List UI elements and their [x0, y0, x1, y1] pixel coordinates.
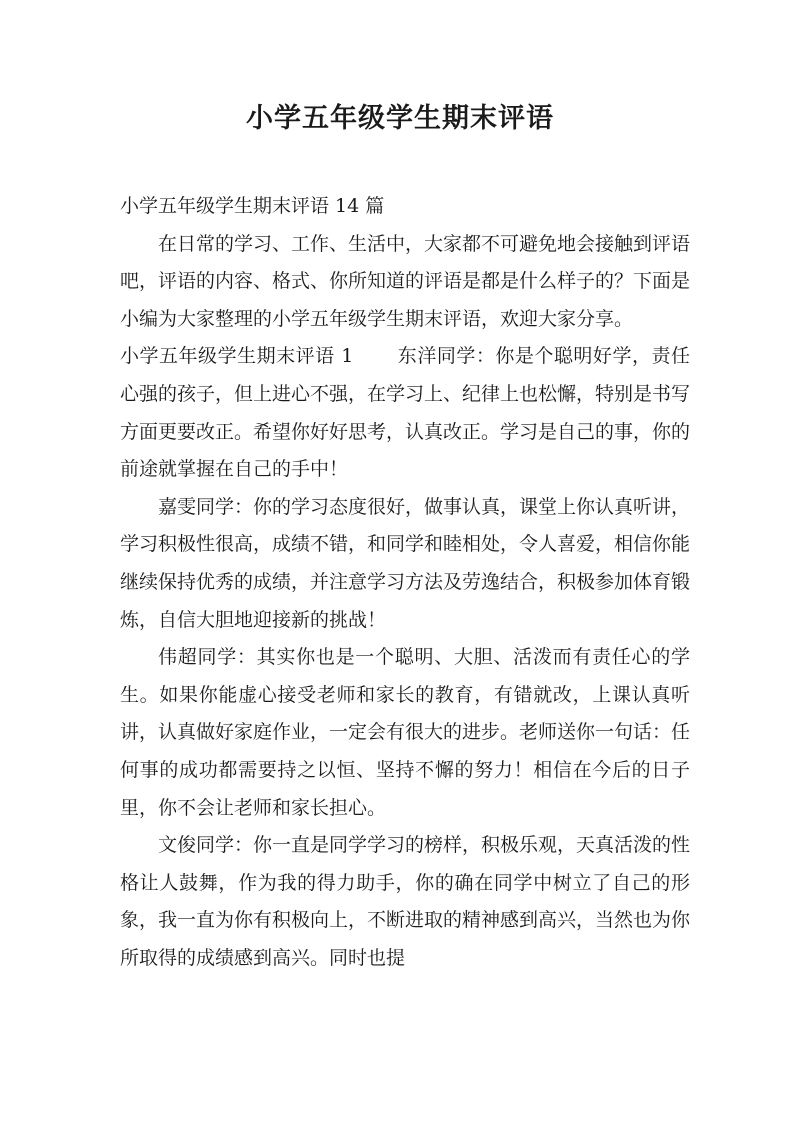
comment-paragraph-3: 伟超同学：其实你也是一个聪明、大胆、活泼而有责任心的学生。如果你能虚心接受老师和家长的教育，有错就改，上课认真听讲，认真做好家庭作业，一定会有很大的进步。老师送你一句话：任何事的成功都需要持之以恒、坚持不懈的努力！相信在今后的日子里，你不会让老师和家长担心。 [120, 646, 691, 819]
subtitle-line: 小学五年级学生期末评语 14 篇 [120, 195, 385, 217]
section-heading: 小学五年级学生期末评语 1 [120, 345, 354, 368]
document-body [120, 188, 690, 977]
comment-paragraph-1 [120, 338, 690, 488]
document-title: 小学五年级学生期末评语 [246, 103, 554, 134]
comment-paragraph-2: 嘉雯同学：你的学习态度很好，做事认真，课堂上你认真听讲，学习积极性很高，成绩不错，和同学和睦相处，令人喜爱，相信你能继续保持优秀的成绩，并注意学习方法及劳逸结合，积极参加体育锻炼，自信大胆地迎接新的挑战！ [120, 495, 691, 631]
intro-paragraph: 在日常的学习、工作、生活中，大家都不可避免地会接触到评语吧，评语的内容、格式、你所知道的评语是都是什么样子的？下面是小编为大家整理的小学五年级学生期末评语，欢迎大家分享。 [120, 232, 691, 330]
section-text: 东洋同学：你是个聪明好学，责任心强的孩子，但上进心不强，在学习上、纪律上也松懈，特别是书写方面更要改正。希望你好好思考，认真改正。学习是自己的事，你的前途就掌握在自己的手中！ [120, 345, 691, 481]
comment-paragraph-4: 文俊同学：你一直是同学学习的榜样，积极乐观，天真活泼的性格让人鼓舞，作为我的得力助手，你的确在同学中树立了自己的形象，我一直为你有积极向上，不断进取的精神感到高兴，当然也为你所取得的成绩感到高兴。同时也提 [120, 834, 691, 969]
